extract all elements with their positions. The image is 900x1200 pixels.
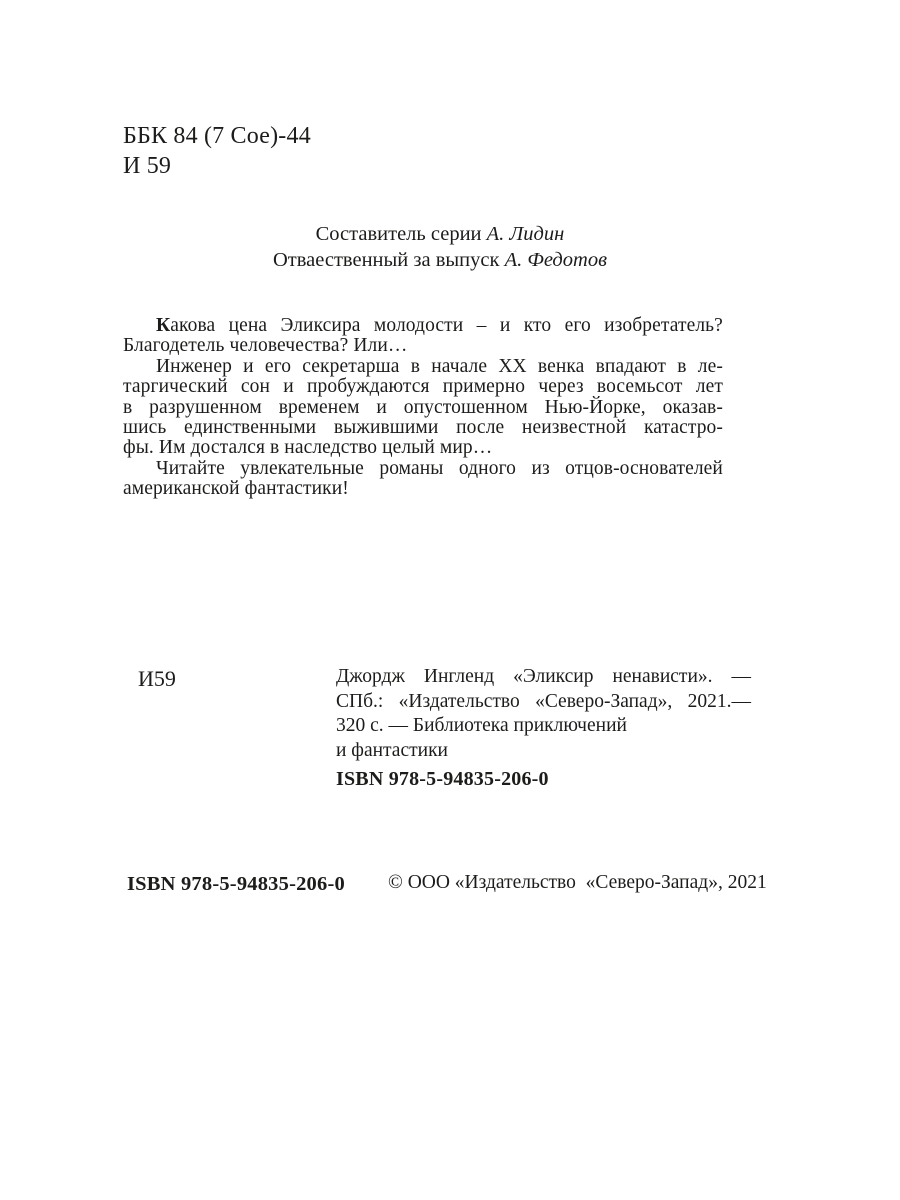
release-editor-label: Отваественный за выпуск [272,248,500,271]
annotation-line: американской фантастики! [123,478,349,500]
catalog-line: СПб.: «Издательство «Северо-Запад», 2021.— [336,690,751,712]
annotation-line: Инженер и его секретарша в начале XX венка впадают в ле- [156,355,723,377]
catalog-isbn: ISBN 978-5-94835-206-0 [336,768,549,790]
catalog-author-sign: И59 [138,666,176,691]
bbk-block [123,121,311,181]
release-editor-line [123,248,757,274]
catalog-line: Джордж Ингленд «Эликсир ненависти». — [336,666,751,687]
credits-block [123,222,757,273]
catalog-line: 320 с. — Библиотека приключений [336,715,627,737]
series-compiler-label: Составитель серии [315,223,482,245]
annotation-line: фы. Им достался в наследство целый мир… [123,437,493,459]
author-sign: И 59 [123,153,172,179]
annotation-line: Читайте увлекательные романы одного из отцов-основателей [156,457,723,479]
annotation-block [123,316,723,500]
catalog-line: и фантастики [336,739,448,761]
footer-isbn: ISBN 978-5-94835-206-0 [127,873,345,895]
annotation-line: таргический сон и пробуждаются примерно через восемьсот лет [123,376,723,398]
annotation-line: Благодетель человечества? Или… [123,335,408,357]
annotation-line: Какова цена Эликсира молодости – и кто его изобретатель? [156,315,723,336]
annotation-line: в разрушенном временем и опустошенном Нью-Йорке, оказав- [123,396,723,418]
series-compiler-line [123,222,757,248]
series-compiler-name: А. Лидин [486,223,565,245]
annotation-line: шись единственными выжившими после неизвестной катастро- [123,416,723,438]
copyright-notice: © ООО «Издательство «Северо-Запад», 2021 [388,872,767,893]
bbk-index: ББК 84 (7 Сое)-44 [123,123,311,149]
catalog-entry [336,665,751,763]
release-editor-name: А. Федотов [504,248,607,271]
